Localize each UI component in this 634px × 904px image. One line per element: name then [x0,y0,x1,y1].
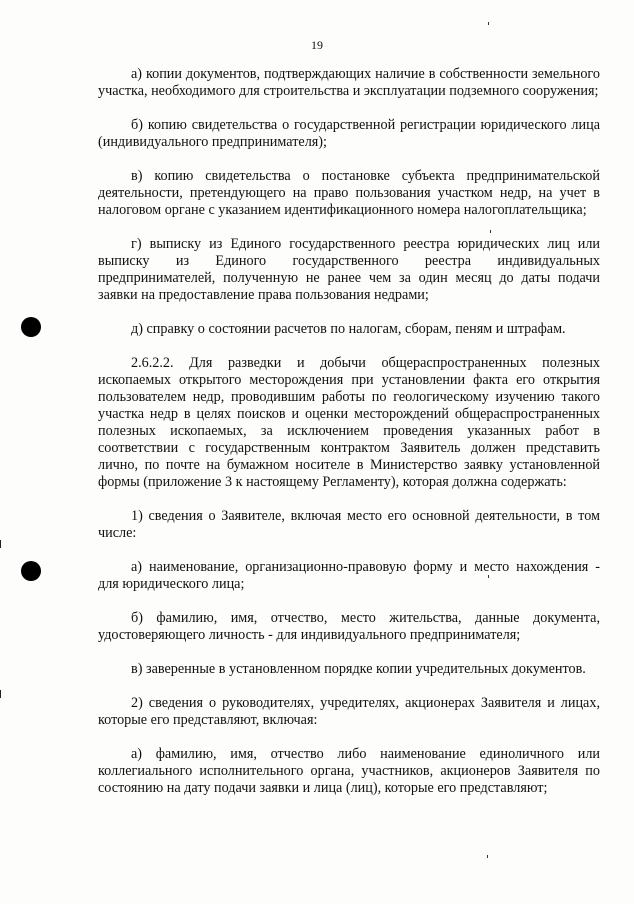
scan-speck [488,575,489,578]
scan-speck [487,855,488,858]
paragraph-applicant-info: 1) сведения о Заявителе, включая место его основной деятельности, в том числе: [98,508,600,541]
scan-edge-mark [0,540,1,548]
paragraph-ownership-docs: а) копии документов, подтверждающих наличие в собственности земельного участка, необходимого для строительства и эксплуатации подземного сооружения; [98,66,600,99]
scan-edge-mark [0,690,1,698]
punch-hole [21,317,41,337]
paragraph-tax-settlement: д) справку о состоянии расчетов по налогам, сборам, пеням и штрафам. [131,321,566,337]
paragraph-registration-certificate: б) копию свидетельства о государственной регистрации юридического лица (индивидуального предпринимателя); [98,117,600,150]
paragraph-founding-documents: в) заверенные в установленном порядке копии учредительных документов. [131,661,586,677]
document-text [98,66,600,814]
paragraph-legal-entity-name: а) наименование, организационно-правовую форму и место нахождения - для юридического лица; [98,559,600,592]
paragraph-section-2-6-2-2: 2.6.2.2. Для разведки и добычи общераспространенных полезных ископаемых открытого месторождения при установлении факта его открытия пользователем недр, проводившим работы по геологическому изучению такого участка недр в целях поисков и оценки месторождений общераспространенных полезных ископаемых, за исключением проведения указанных работ в соответствии с государственным контрактом Заявитель должен представить лично, по почте на бумажном носителе в Министерство заявку установленной формы (приложение 3 к настоящему Регламенту), которая должна содержать: [98,355,600,490]
paragraph-managers-info: 2) сведения о руководителях, учредителях, акционерах Заявителя и лицах, которые его представляют, включая: [98,695,600,728]
paragraph-entrepreneur-identity: б) фамилию, имя, отчество, место жительства, данные документа, удостоверяющего личность - для индивидуального предпринимателя; [98,610,600,643]
scan-speck [490,230,491,233]
paragraph-tax-registration: в) копию свидетельства о постановке субъекта предпринимательской деятельности, претендующего на право пользования участком недр, на учет в налоговом органе с указанием идентификационного номера налогоплательщика; [98,168,600,218]
paragraph-registry-extract: г) выписку из Единого государственного реестра юридических лиц или выписку из Единого государственного реестра индивидуальных предпринимателей, полученную не ранее чем за один месяц до даты подачи заявки на предоставление права пользования недрами; [98,236,600,303]
punch-hole [21,561,41,581]
page-number: 19 [311,38,323,52]
scan-speck [488,22,489,25]
paragraph-executive-body: а) фамилию, имя, отчество либо наименование единоличного или коллегиального исполнительного органа, участников, акционеров Заявителя по состоянию на дату подачи заявки и лица (лиц), которые его представляют; [98,746,600,796]
